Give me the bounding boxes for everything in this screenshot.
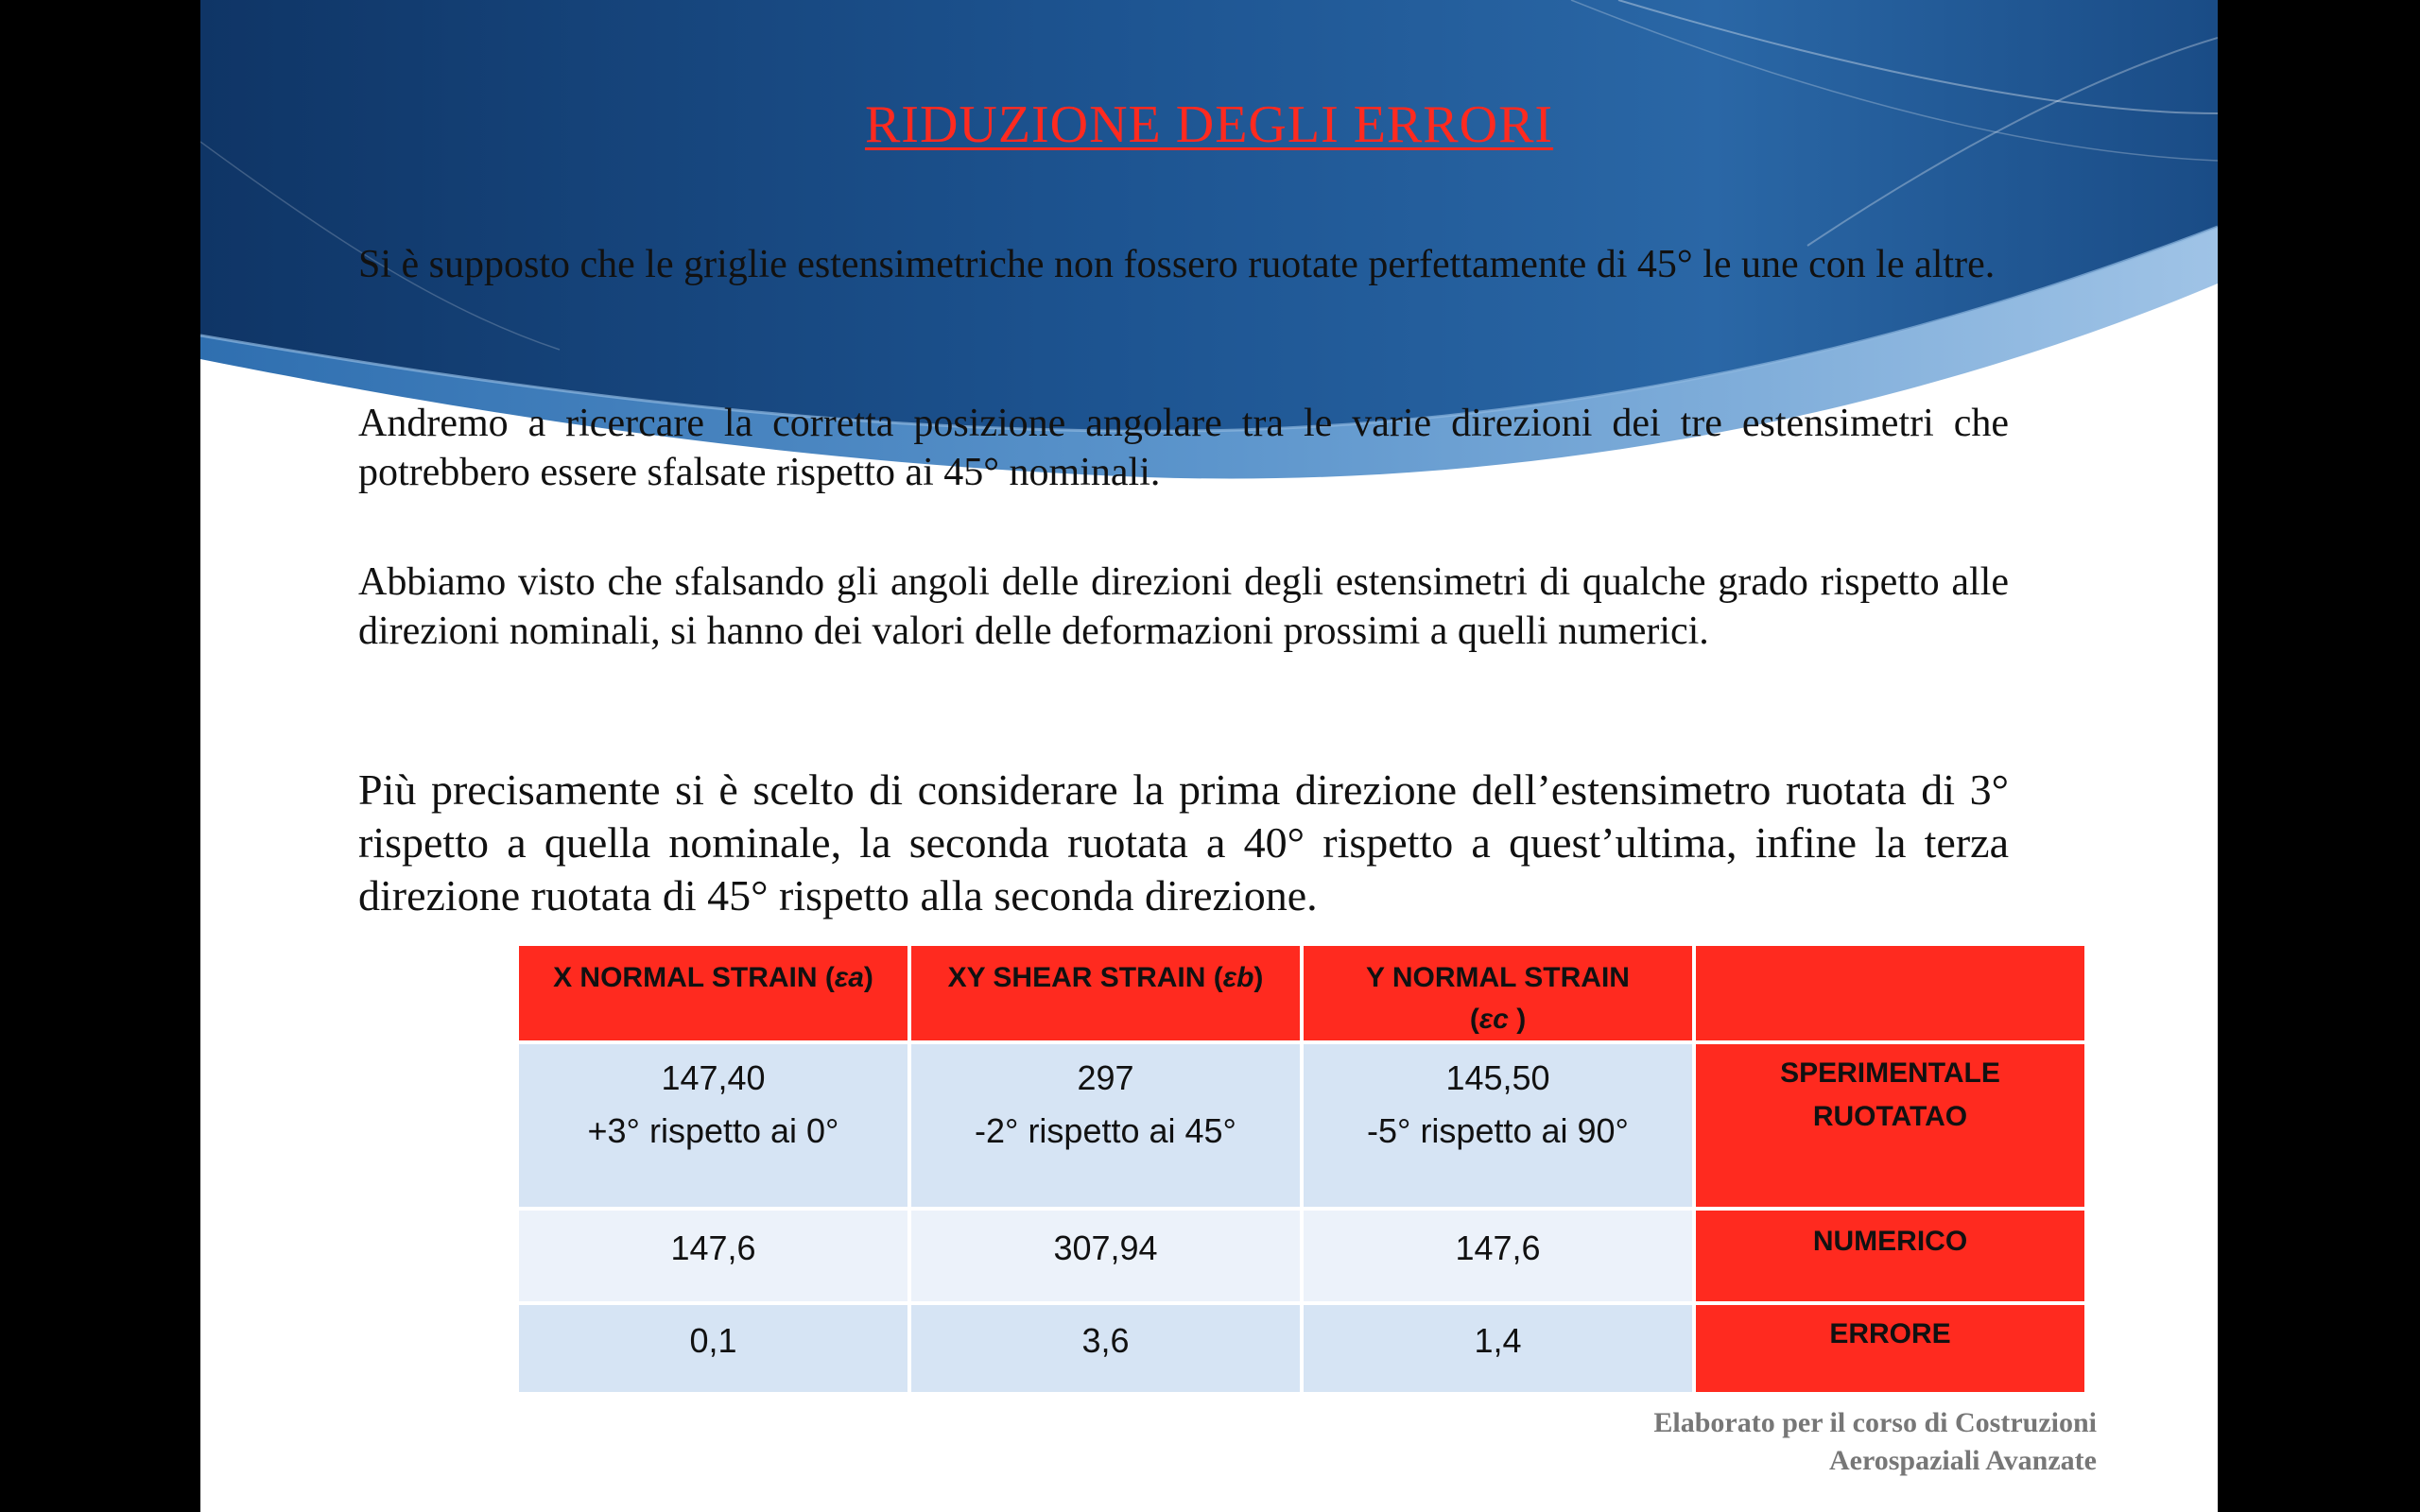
row-label-sperimentale: SPERIMENTALE RUOTATAO: [1696, 1044, 2084, 1207]
cell-y-normal-error: 1,4: [1304, 1305, 1692, 1392]
cell-xy-shear-error: 3,6: [911, 1305, 1300, 1392]
footer-credit: [1653, 1404, 2097, 1480]
slide: [200, 0, 2218, 1512]
header-empty: [1696, 946, 2084, 1040]
strain-table: [515, 942, 2088, 1396]
footer-line-1: Elaborato per il corso di Costruzioni: [1653, 1407, 2097, 1438]
table-row: [519, 1211, 2084, 1301]
footer-line-2: Aerospaziali Avanzate: [1828, 1445, 2097, 1476]
cell-x-normal-experimental: 147,40 +3° rispetto ai 0°: [519, 1044, 908, 1207]
table-header-row: [519, 946, 2084, 1040]
header-x-normal-strain: X NORMAL STRAIN (εa): [519, 946, 908, 1040]
table-row: [519, 1044, 2084, 1207]
row-label-numerico: NUMERICO: [1696, 1211, 2084, 1301]
paragraph-3: Abbiamo visto che sfalsando gli angoli delle direzioni degli estensimetri di qualche grado rispetto alle direzioni nominali, si hanno dei valori delle deformazioni prossimi a quelli numerici.: [358, 560, 2009, 653]
paragraph-2: Andremo a ricercare la corretta posizione angolare tra le varie direzioni dei tre estensimetri che potrebbero essere sfalsate rispetto ai 45° nominali.: [358, 402, 2009, 494]
cell-y-normal-numeric: 147,6: [1304, 1211, 1692, 1301]
table-row: [519, 1305, 2084, 1392]
cell-xy-shear-experimental: 297 -2° rispetto ai 45°: [911, 1044, 1300, 1207]
cell-x-normal-error: 0,1: [519, 1305, 908, 1392]
slide-title: RIDUZIONE DEGLI ERRORI: [864, 95, 1554, 154]
cell-y-normal-experimental: 145,50 -5° rispetto ai 90°: [1304, 1044, 1692, 1207]
row-label-errore: ERRORE: [1696, 1305, 2084, 1392]
cell-x-normal-numeric: 147,6: [519, 1211, 908, 1301]
paragraph-1: Si è supposto che le griglie estensimetriche non fossero ruotate perfettamente di 45° le une con le altre.: [358, 243, 1996, 286]
header-xy-shear-strain: XY SHEAR STRAIN (εb): [911, 946, 1300, 1040]
header-y-normal-strain: Y NORMAL STRAIN (εc ): [1304, 946, 1692, 1040]
cell-xy-shear-numeric: 307,94: [911, 1211, 1300, 1301]
paragraph-4: Più precisamente si è scelto di considerare la prima direzione dell’estensimetro ruotata di 3° rispetto a quella nominale, la seconda ruotata a 40° rispetto a quest’ultima, infine la terza direzione ruotata di 45° rispetto alla seconda direzione.: [358, 765, 2009, 919]
